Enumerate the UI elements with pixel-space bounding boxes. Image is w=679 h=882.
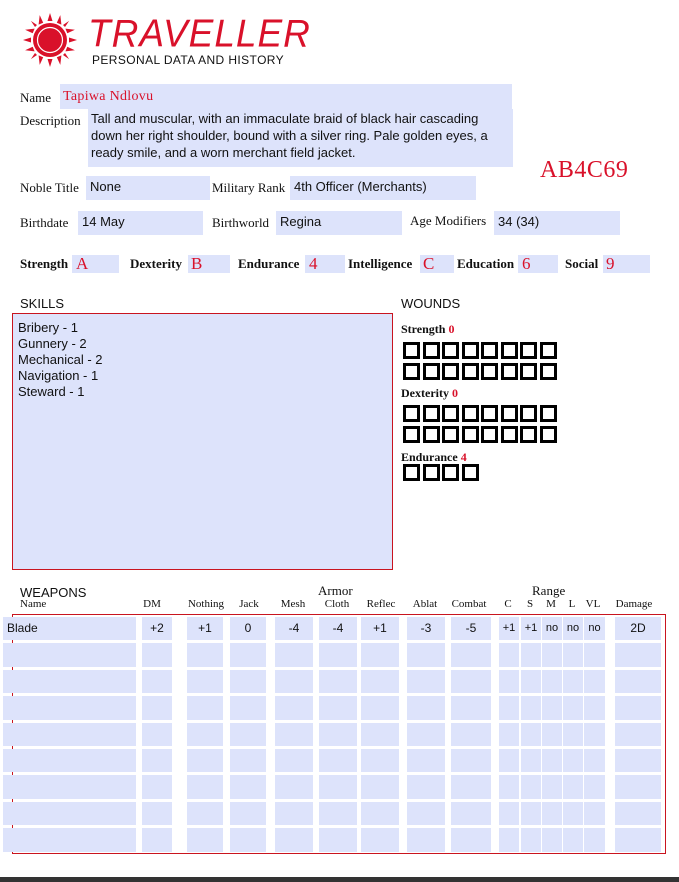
stat-social-value: 9 xyxy=(606,254,615,273)
weapon-value-cell[interactable] xyxy=(230,643,266,666)
weapons-column-header: Jack xyxy=(239,598,259,610)
wound-checkbox[interactable] xyxy=(540,405,557,422)
wound-checkbox[interactable] xyxy=(501,363,518,380)
sun-icon xyxy=(22,12,78,68)
weapon-value-cell[interactable] xyxy=(615,749,661,772)
weapon-value-cell[interactable] xyxy=(499,723,519,746)
weapon-value-cell[interactable]: no xyxy=(563,617,583,640)
weapons-column-header: VL xyxy=(585,598,601,610)
wound-checkbox[interactable] xyxy=(442,342,459,359)
weapon-value-cell[interactable] xyxy=(187,643,223,666)
wounds-endurance-boxes xyxy=(403,464,483,484)
weapon-value-cell[interactable] xyxy=(542,828,562,851)
wound-checkbox[interactable] xyxy=(481,426,498,443)
weapon-value-cell[interactable] xyxy=(499,802,519,825)
weapon-value-cell[interactable] xyxy=(451,643,491,666)
weapons-title: WEAPONS xyxy=(20,585,87,600)
birthdate-label: Birthdate xyxy=(20,215,69,230)
wound-checkbox[interactable] xyxy=(403,342,420,359)
weapon-value-cell[interactable] xyxy=(584,802,605,825)
wound-checkbox[interactable] xyxy=(442,405,459,422)
description-label: Description xyxy=(20,113,81,128)
skills-list xyxy=(13,314,392,406)
weapon-value-cell[interactable] xyxy=(521,723,541,746)
weapon-value-cell[interactable] xyxy=(187,749,223,772)
weapon-value-cell[interactable] xyxy=(563,696,583,719)
weapon-value-cell[interactable] xyxy=(451,775,491,798)
weapon-name-cell[interactable] xyxy=(3,775,136,798)
weapon-value-cell[interactable] xyxy=(319,802,357,825)
wound-checkbox[interactable] xyxy=(442,426,459,443)
weapon-value-cell[interactable] xyxy=(499,749,519,772)
weapon-value-cell[interactable]: 2D xyxy=(615,617,661,640)
weapon-value-cell[interactable] xyxy=(584,696,605,719)
weapon-value-cell[interactable] xyxy=(407,749,445,772)
weapon-value-cell[interactable] xyxy=(521,828,541,851)
weapon-name-cell[interactable] xyxy=(3,828,136,851)
wound-checkbox[interactable] xyxy=(501,426,518,443)
wound-checkbox[interactable] xyxy=(520,426,537,443)
weapon-value-cell[interactable] xyxy=(499,696,519,719)
weapon-value-cell[interactable] xyxy=(584,775,605,798)
weapon-value-cell[interactable] xyxy=(499,828,519,851)
weapons-column-header: DM xyxy=(143,598,161,610)
weapon-value-cell[interactable] xyxy=(142,723,172,746)
wound-checkbox[interactable] xyxy=(540,342,557,359)
noble-title-value: None xyxy=(90,179,122,194)
weapons-column-header: Reflec xyxy=(366,598,396,610)
weapon-value-cell[interactable] xyxy=(361,828,399,851)
weapon-value-cell[interactable] xyxy=(407,828,445,851)
weapon-value-cell[interactable] xyxy=(319,643,357,666)
military-rank-value: 4th Officer (Merchants) xyxy=(294,179,427,194)
wound-checkbox[interactable] xyxy=(442,363,459,380)
weapons-column-header: S xyxy=(526,598,534,610)
weapon-value-cell[interactable] xyxy=(319,749,357,772)
weapon-value-cell[interactable] xyxy=(584,749,605,772)
birthworld-label: Birthworld xyxy=(212,215,270,230)
wound-checkbox[interactable] xyxy=(403,405,420,422)
weapons-column-header: C xyxy=(504,598,512,610)
skills-box[interactable] xyxy=(12,313,393,570)
weapon-value-cell[interactable] xyxy=(615,696,661,719)
weapon-value-cell[interactable] xyxy=(361,696,399,719)
weapon-value-cell[interactable] xyxy=(407,723,445,746)
wounds-dexterity-value: 0 xyxy=(451,386,458,400)
wound-checkbox[interactable] xyxy=(403,363,420,380)
stat-dexterity-label: Dexterity xyxy=(130,256,182,271)
weapon-value-cell[interactable] xyxy=(361,775,399,798)
weapon-name-cell[interactable] xyxy=(3,723,136,746)
weapon-name-cell[interactable] xyxy=(3,643,136,666)
weapon-value-cell[interactable] xyxy=(563,802,583,825)
weapons-column-header: Damage xyxy=(615,598,653,610)
weapon-value-cell[interactable] xyxy=(542,775,562,798)
weapon-name-cell[interactable] xyxy=(3,802,136,825)
weapon-value-cell[interactable] xyxy=(275,828,313,851)
stat-strength-label: Strength xyxy=(20,256,69,271)
stat-social-label: Social xyxy=(565,256,599,271)
weapon-value-cell[interactable] xyxy=(319,723,357,746)
birthworld-field[interactable] xyxy=(276,211,402,235)
wound-checkbox[interactable] xyxy=(481,342,498,359)
description-field[interactable] xyxy=(88,109,513,167)
weapon-value-cell[interactable] xyxy=(142,802,172,825)
weapon-value-cell[interactable] xyxy=(542,670,562,693)
weapons-column-header: Mesh xyxy=(280,598,306,610)
weapon-value-cell[interactable] xyxy=(142,828,172,851)
weapon-value-cell[interactable] xyxy=(230,802,266,825)
weapon-value-cell[interactable]: +1 xyxy=(521,617,541,640)
weapon-value-cell[interactable] xyxy=(615,802,661,825)
military-rank-field[interactable] xyxy=(290,176,476,200)
weapon-name-cell[interactable] xyxy=(3,749,136,772)
weapon-value-cell[interactable] xyxy=(142,749,172,772)
weapon-value-cell[interactable] xyxy=(142,775,172,798)
weapon-value-cell[interactable] xyxy=(275,643,313,666)
skill-item: Bribery - 1 xyxy=(18,320,78,335)
weapon-value-cell[interactable] xyxy=(275,749,313,772)
birthworld-value: Regina xyxy=(280,214,322,229)
weapon-value-cell[interactable] xyxy=(319,670,357,693)
weapon-value-cell[interactable] xyxy=(319,696,357,719)
logo-subtitle: PERSONAL DATA AND HISTORY xyxy=(92,53,285,67)
stat-dexterity-field[interactable] xyxy=(188,255,230,273)
weapons-table xyxy=(7,614,666,854)
weapon-value-cell[interactable] xyxy=(542,696,562,719)
wound-checkbox[interactable] xyxy=(520,363,537,380)
weapon-value-cell[interactable] xyxy=(521,643,541,666)
weapon-value-cell[interactable] xyxy=(451,670,491,693)
weapon-value-cell[interactable]: -4 xyxy=(275,617,313,640)
wound-checkbox[interactable] xyxy=(481,405,498,422)
wounds-strength-boxes xyxy=(403,342,563,382)
weapons-column-header: Name xyxy=(20,598,47,610)
weapon-value-cell[interactable] xyxy=(407,775,445,798)
weapon-value-cell[interactable] xyxy=(451,696,491,719)
wound-checkbox[interactable] xyxy=(462,464,479,481)
weapon-value-cell[interactable] xyxy=(230,723,266,746)
birthdate-value: 14 May xyxy=(82,214,125,229)
weapon-value-cell[interactable]: -4 xyxy=(319,617,357,640)
wounds-strength-heading xyxy=(401,322,454,337)
stats-row xyxy=(0,255,679,275)
stat-endurance-value: 4 xyxy=(309,254,318,273)
weapon-value-cell[interactable]: 0 xyxy=(230,617,266,640)
weapon-value-cell[interactable] xyxy=(563,775,583,798)
weapons-column-header: Ablat xyxy=(412,598,438,610)
noble-title-field[interactable] xyxy=(86,176,210,200)
wounds-endurance-label: Endurance xyxy=(401,450,458,464)
weapon-value-cell[interactable] xyxy=(275,802,313,825)
wounds-endurance-heading xyxy=(401,450,467,465)
weapon-value-cell[interactable]: no xyxy=(584,617,605,640)
weapon-value-cell[interactable] xyxy=(275,696,313,719)
weapon-value-cell[interactable] xyxy=(451,828,491,851)
stat-intelligence-value: C xyxy=(423,254,435,273)
wound-checkbox[interactable] xyxy=(462,426,479,443)
weapon-value-cell[interactable] xyxy=(361,749,399,772)
description-value: Tall and muscular, with an immaculate braid of black hair cascading down her right shoulder, bound with a silver ring. Pale golden eyes, a ready smile, and a worn merchant field jacket. xyxy=(91,111,488,160)
weapons-column-header: Combat xyxy=(451,598,487,610)
stat-social-field[interactable] xyxy=(603,255,650,273)
weapon-value-cell[interactable] xyxy=(542,643,562,666)
weapon-value-cell[interactable] xyxy=(542,723,562,746)
stat-education-value: 6 xyxy=(522,254,531,273)
weapon-value-cell[interactable] xyxy=(584,643,605,666)
age-modifiers-label: Age Modifiers xyxy=(410,213,487,228)
stat-endurance-label: Endurance xyxy=(238,256,300,271)
skill-item: Navigation - 1 xyxy=(18,368,99,383)
wound-checkbox[interactable] xyxy=(501,342,518,359)
weapon-name-cell[interactable] xyxy=(3,696,136,719)
age-modifiers-value: 34 (34) xyxy=(498,214,540,229)
wounds-dexterity-heading xyxy=(401,386,458,401)
weapon-value-cell[interactable] xyxy=(187,696,223,719)
name-label: Name xyxy=(20,90,52,105)
weapon-value-cell[interactable] xyxy=(584,723,605,746)
stat-education-field[interactable] xyxy=(518,255,558,273)
weapon-value-cell[interactable] xyxy=(142,696,172,719)
armor-group-heading: Armor xyxy=(318,583,353,598)
name-field[interactable] xyxy=(60,84,512,109)
weapon-value-cell[interactable]: -5 xyxy=(451,617,491,640)
weapon-value-cell[interactable] xyxy=(584,828,605,851)
weapon-value-cell[interactable] xyxy=(142,670,172,693)
stat-education-label: Education xyxy=(457,256,515,271)
weapon-value-cell[interactable] xyxy=(230,696,266,719)
skills-title: SKILLS xyxy=(20,296,65,311)
weapon-value-cell[interactable] xyxy=(407,670,445,693)
noble-title-label: Noble Title xyxy=(20,180,79,195)
skill-item: Gunnery - 2 xyxy=(18,336,87,351)
wounds-endurance-value: 4 xyxy=(460,450,467,464)
weapon-value-cell[interactable] xyxy=(615,723,661,746)
weapon-value-cell[interactable] xyxy=(361,723,399,746)
stat-strength-value: A xyxy=(76,254,89,273)
skill-item: Mechanical - 2 xyxy=(18,352,103,367)
wound-checkbox[interactable] xyxy=(462,363,479,380)
wounds-strength-value: 0 xyxy=(448,322,455,336)
wound-checkbox[interactable] xyxy=(520,342,537,359)
wound-checkbox[interactable] xyxy=(403,426,420,443)
traveller-logo xyxy=(22,12,322,68)
weapon-value-cell[interactable] xyxy=(542,802,562,825)
weapon-value-cell[interactable] xyxy=(521,670,541,693)
weapon-value-cell[interactable] xyxy=(407,802,445,825)
weapon-value-cell[interactable] xyxy=(275,670,313,693)
weapon-value-cell[interactable] xyxy=(563,723,583,746)
upp-code: AB4C69 xyxy=(540,157,629,183)
wound-checkbox[interactable] xyxy=(540,363,557,380)
stat-endurance-field[interactable] xyxy=(305,255,345,273)
weapon-value-cell[interactable]: +1 xyxy=(499,617,519,640)
weapon-value-cell[interactable] xyxy=(563,670,583,693)
wounds-title: WOUNDS xyxy=(401,296,461,311)
weapon-value-cell[interactable] xyxy=(584,670,605,693)
weapon-value-cell[interactable] xyxy=(521,802,541,825)
weapons-column-header: M xyxy=(546,598,556,610)
weapon-value-cell[interactable] xyxy=(187,802,223,825)
stat-intelligence-field[interactable] xyxy=(420,255,454,273)
weapon-value-cell[interactable] xyxy=(615,775,661,798)
weapon-value-cell[interactable] xyxy=(407,696,445,719)
weapon-value-cell[interactable] xyxy=(451,723,491,746)
weapon-value-cell[interactable] xyxy=(230,775,266,798)
wound-checkbox[interactable] xyxy=(423,405,440,422)
wound-checkbox[interactable] xyxy=(462,405,479,422)
weapon-value-cell[interactable] xyxy=(521,696,541,719)
weapon-name-cell[interactable] xyxy=(3,670,136,693)
weapon-value-cell[interactable] xyxy=(230,670,266,693)
wound-checkbox[interactable] xyxy=(501,405,518,422)
weapon-value-cell[interactable] xyxy=(499,775,519,798)
stat-dexterity-value: B xyxy=(191,254,203,273)
weapon-value-cell[interactable] xyxy=(187,775,223,798)
wound-checkbox[interactable] xyxy=(403,464,420,481)
weapon-value-cell[interactable]: +1 xyxy=(187,617,223,640)
wound-checkbox[interactable] xyxy=(481,363,498,380)
stat-strength-field[interactable] xyxy=(72,255,119,273)
weapon-value-cell[interactable] xyxy=(361,670,399,693)
weapon-value-cell[interactable] xyxy=(563,643,583,666)
weapon-value-cell[interactable] xyxy=(361,643,399,666)
wound-checkbox[interactable] xyxy=(540,426,557,443)
wounds-strength-label: Strength xyxy=(401,322,446,336)
age-modifiers-field[interactable] xyxy=(494,211,620,235)
wound-checkbox[interactable] xyxy=(520,405,537,422)
range-group-heading: Range xyxy=(532,583,566,598)
weapon-value-cell[interactable]: +1 xyxy=(361,617,399,640)
wound-checkbox[interactable] xyxy=(462,342,479,359)
weapon-value-cell[interactable] xyxy=(542,749,562,772)
weapon-value-cell[interactable]: no xyxy=(542,617,562,640)
weapon-value-cell[interactable]: +2 xyxy=(142,617,172,640)
wound-checkbox[interactable] xyxy=(423,363,440,380)
weapon-value-cell[interactable] xyxy=(361,802,399,825)
weapon-name-cell[interactable]: Blade xyxy=(3,617,136,640)
weapon-value-cell[interactable] xyxy=(275,723,313,746)
weapon-value-cell[interactable] xyxy=(615,670,661,693)
logo-title: TRAVELLER xyxy=(88,11,311,55)
weapons-column-header: Cloth xyxy=(324,598,350,610)
weapon-value-cell[interactable] xyxy=(319,775,357,798)
weapon-value-cell[interactable] xyxy=(521,749,541,772)
weapon-value-cell[interactable] xyxy=(563,828,583,851)
weapon-value-cell[interactable] xyxy=(451,802,491,825)
weapon-value-cell[interactable] xyxy=(187,828,223,851)
weapon-value-cell[interactable] xyxy=(499,670,519,693)
wound-checkbox[interactable] xyxy=(423,464,440,481)
military-rank-label: Military Rank xyxy=(212,180,286,195)
weapon-value-cell[interactable] xyxy=(451,749,491,772)
weapon-value-cell[interactable] xyxy=(142,643,172,666)
weapon-value-cell[interactable] xyxy=(615,643,661,666)
wounds-dexterity-boxes xyxy=(403,405,563,445)
stat-intelligence-label: Intelligence xyxy=(348,256,413,271)
weapon-value-cell[interactable] xyxy=(521,775,541,798)
weapons-column-header: L xyxy=(568,598,576,610)
weapon-value-cell[interactable] xyxy=(615,828,661,851)
weapons-column-header: Nothing xyxy=(187,598,225,610)
skill-item: Steward - 1 xyxy=(18,384,85,399)
bottom-edge xyxy=(0,877,679,882)
wounds-dexterity-label: Dexterity xyxy=(401,386,449,400)
weapon-value-cell[interactable]: -3 xyxy=(407,617,445,640)
weapon-value-cell[interactable] xyxy=(187,723,223,746)
weapon-value-cell[interactable] xyxy=(407,643,445,666)
weapon-value-cell[interactable] xyxy=(319,828,357,851)
wound-checkbox[interactable] xyxy=(423,426,440,443)
birthdate-field[interactable] xyxy=(78,211,203,235)
weapon-value-cell[interactable] xyxy=(187,670,223,693)
wound-checkbox[interactable] xyxy=(442,464,459,481)
weapon-value-cell[interactable] xyxy=(230,749,266,772)
weapon-value-cell[interactable] xyxy=(230,828,266,851)
wound-checkbox[interactable] xyxy=(423,342,440,359)
weapon-value-cell[interactable] xyxy=(499,643,519,666)
weapon-value-cell[interactable] xyxy=(563,749,583,772)
weapon-value-cell[interactable] xyxy=(275,775,313,798)
name-value: Tapiwa Ndlovu xyxy=(63,89,154,104)
